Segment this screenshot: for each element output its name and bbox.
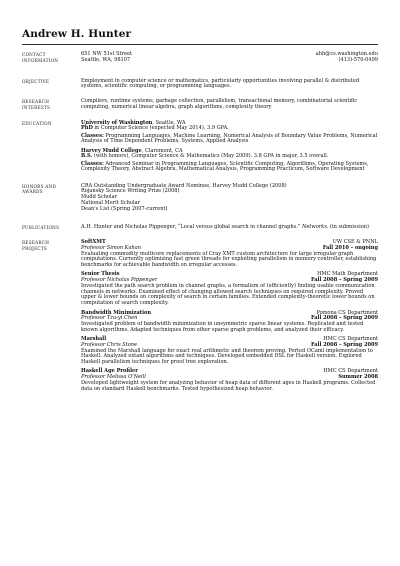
degree: (with honors), Computer Science & Mathematics (May 2009). 3.8 GPA in major, 3.5 overall. — [92, 153, 329, 160]
school-location: , Seattle, WA — [152, 119, 186, 126]
project-org: UW CSE & PNNL — [332, 239, 378, 246]
publication-status: (in submission) — [328, 224, 369, 231]
classes: Programming Languages, Machine Learning, Numerical Analysis of Boundary Value Problems, Numerical Analysis of Time Dependent Problems, Systems, Applied Analysis — [81, 132, 378, 145]
address-line-2: Seattle, WA, 98107 — [81, 56, 131, 63]
project-dates: Summer 2008 — [338, 374, 378, 381]
project-advisor: Professor Melissa O'Neill — [81, 374, 146, 381]
objective-section — [22, 79, 378, 91]
education-section — [22, 121, 378, 176]
email[interactable]: ahh@cs.washington.edu — [315, 51, 378, 57]
education-uw: University of Washington, Seattle, WA PhD in Computer Science (expected May 2014), 3.9 GPA. Classes: Programming Languages, Machine Learning, Numerical Analysis of Boundary Value Problems, Numerical Analysis of Time Dependent Problems, Systems, Applied Analysis — [81, 119, 378, 145]
classes: Advanced Seminar in Programming Languages, Scientific Computing, Algorithms, Operating Systems, Complexity Theory, Abstract Algebra, Mathematical Analysis, Programming Practicum, Software Development — [81, 160, 369, 173]
resume-page — [22, 28, 378, 396]
interests-text: Compilers, runtime systems, garbage collection, parallelism, transactional memory, combinatorial scientific computing, numerical linear algebra, graph algorithms, complexity theory — [81, 98, 358, 110]
project-description: Developed lightweight system for analyzing behavior of heap data of different ages in Haskell programs. Collected data on standard Haskell benchmarks. Tested hypothesized heap behavior. — [81, 379, 376, 392]
project-org: Pomona CS Department — [316, 309, 378, 316]
honor-item: Mudd Scholar — [81, 194, 118, 201]
projects-label: RESEARCH PROJECTS — [22, 240, 50, 251]
project-description: Examined the Marshall language for exact real arithmetic and theorem proving. Ported OCaml implementation to Haskell. Analyzed extant algorithms and techniques. Developed embedded DSL for Haskell version. Explored Haskell parallelism techniques for proof tree exploration. — [81, 347, 373, 366]
project-entry — [81, 311, 378, 334]
honor-item: Rojansky Science Writing Prize (2008) — [81, 188, 180, 195]
degree: in Computer Science (expected May 2014), 3.9 GPA. — [92, 125, 229, 132]
publication-entry — [81, 225, 378, 231]
honor-item: CRA Outstanding Undergraduate Award Nominee, Harvey Mudd College (2008) — [81, 182, 287, 189]
project-entry — [81, 369, 378, 392]
project-entry — [81, 272, 378, 307]
projects-section — [22, 240, 378, 396]
project-advisor: Professor Nicholas Pippenger — [81, 277, 158, 284]
publication-title: “Local versus global search in channel graphs.” — [177, 224, 301, 231]
interests-label: RESEARCH INTERESTS — [22, 99, 51, 110]
honors-label: HONORS AND AWARDS — [22, 183, 57, 195]
project-entry — [81, 240, 378, 269]
project-title: Senior Thesis — [81, 271, 120, 278]
interests-section — [22, 99, 378, 111]
honors-section — [22, 184, 378, 213]
objective-text: Employment in computer science or mathematics, particularly opportunities involving parallel & distributed systems, scientific computing, or programming languages. — [81, 77, 360, 90]
school-name: Harvey Mudd College — [81, 147, 142, 154]
contact-label: CONTACT INFORMATION — [22, 52, 59, 63]
project-advisor: Professor Simon Kahan — [81, 244, 141, 251]
honor-item: Dean's List (Spring 2007-current) — [81, 205, 168, 212]
project-title: Marshall — [81, 336, 107, 343]
project-title: Haskell Age Profiler — [81, 368, 138, 375]
publications-label: PUBLICATIONS — [22, 225, 60, 231]
project-org: HMC CS Department — [323, 368, 378, 375]
project-dates: Fall 2008 – Spring 2009 — [310, 341, 378, 348]
candidate-name: Andrew H. Hunter — [22, 28, 132, 40]
publication-authors: A.H. Hunter and Nicholas Pippenger, — [81, 224, 178, 231]
education-label: EDUCATION — [22, 120, 52, 126]
project-description: Investigated problem of bandwidth minimization in unsymmetric sparse linear systems. Replicated and tested known algorithms. Adapted techniques from other sparse graph problems, and analyzed their efficacy. — [81, 321, 364, 333]
project-dates: Fall 2008 – Spring 2009 — [310, 277, 378, 284]
contact-section — [22, 52, 378, 64]
project-description: Evaluating commodity multicore replacements of Cray XMT custom architecture for large irregular graph computations. Currently optimizing fast green threads for exploiting parallelism in memory controller, establishing benchmarks for achievable bandwidth on irregular accesses. — [81, 250, 377, 269]
project-description: Investigated the path search problem in channel graphs, a formalism of (efficiently) finding usable communication channels in networks. Examined effect of changing allowed search techniques on required complexity. Proved upper & lower bounds on complexity of search in certain families. Extended complexity-theoretic lower bounds on computation of search complexity. — [81, 282, 375, 307]
project-advisor: Professor Tzu-yi Chen — [81, 315, 138, 322]
phone: (413)-570-0499 — [338, 56, 378, 63]
address-line-1: 651 NW 51st Street — [81, 51, 132, 57]
header-rule — [22, 44, 378, 45]
education-hmc: Harvey Mudd College, Claremont, CA B.S. (with honors), Computer Science & Mathematics (May 2009). 3.8 GPA in major, 3.5 overall. Classes: Advanced Seminar in Programming Languages, Scientific Computing, Algorithms, Operating Systems, Complexity Theory, Abstract Algebra, Mathematical Analysis, Programming Practicum, Software Development — [81, 147, 369, 173]
project-dates: Fall 2010 – ongoing — [322, 244, 378, 251]
honor-item: National Merit Scholar — [81, 199, 141, 206]
project-title: SoftXMT — [81, 239, 106, 246]
school-location: , Claremont, CA — [141, 147, 183, 154]
objective-label: OBJECTIVE — [22, 78, 50, 84]
project-entry — [81, 337, 378, 366]
project-advisor: Professor Chris Stone — [81, 341, 138, 348]
school-name: University of Washington — [81, 119, 153, 126]
publication-venue: Networks. — [300, 224, 329, 231]
project-dates: Fall 2008 – Spring 2009 — [310, 315, 378, 322]
project-title: Bandwidth Minimization — [81, 309, 152, 316]
project-org: HMC Math Department — [317, 271, 378, 278]
project-org: HMC CS Department — [323, 336, 378, 343]
publications-section — [22, 225, 378, 231]
